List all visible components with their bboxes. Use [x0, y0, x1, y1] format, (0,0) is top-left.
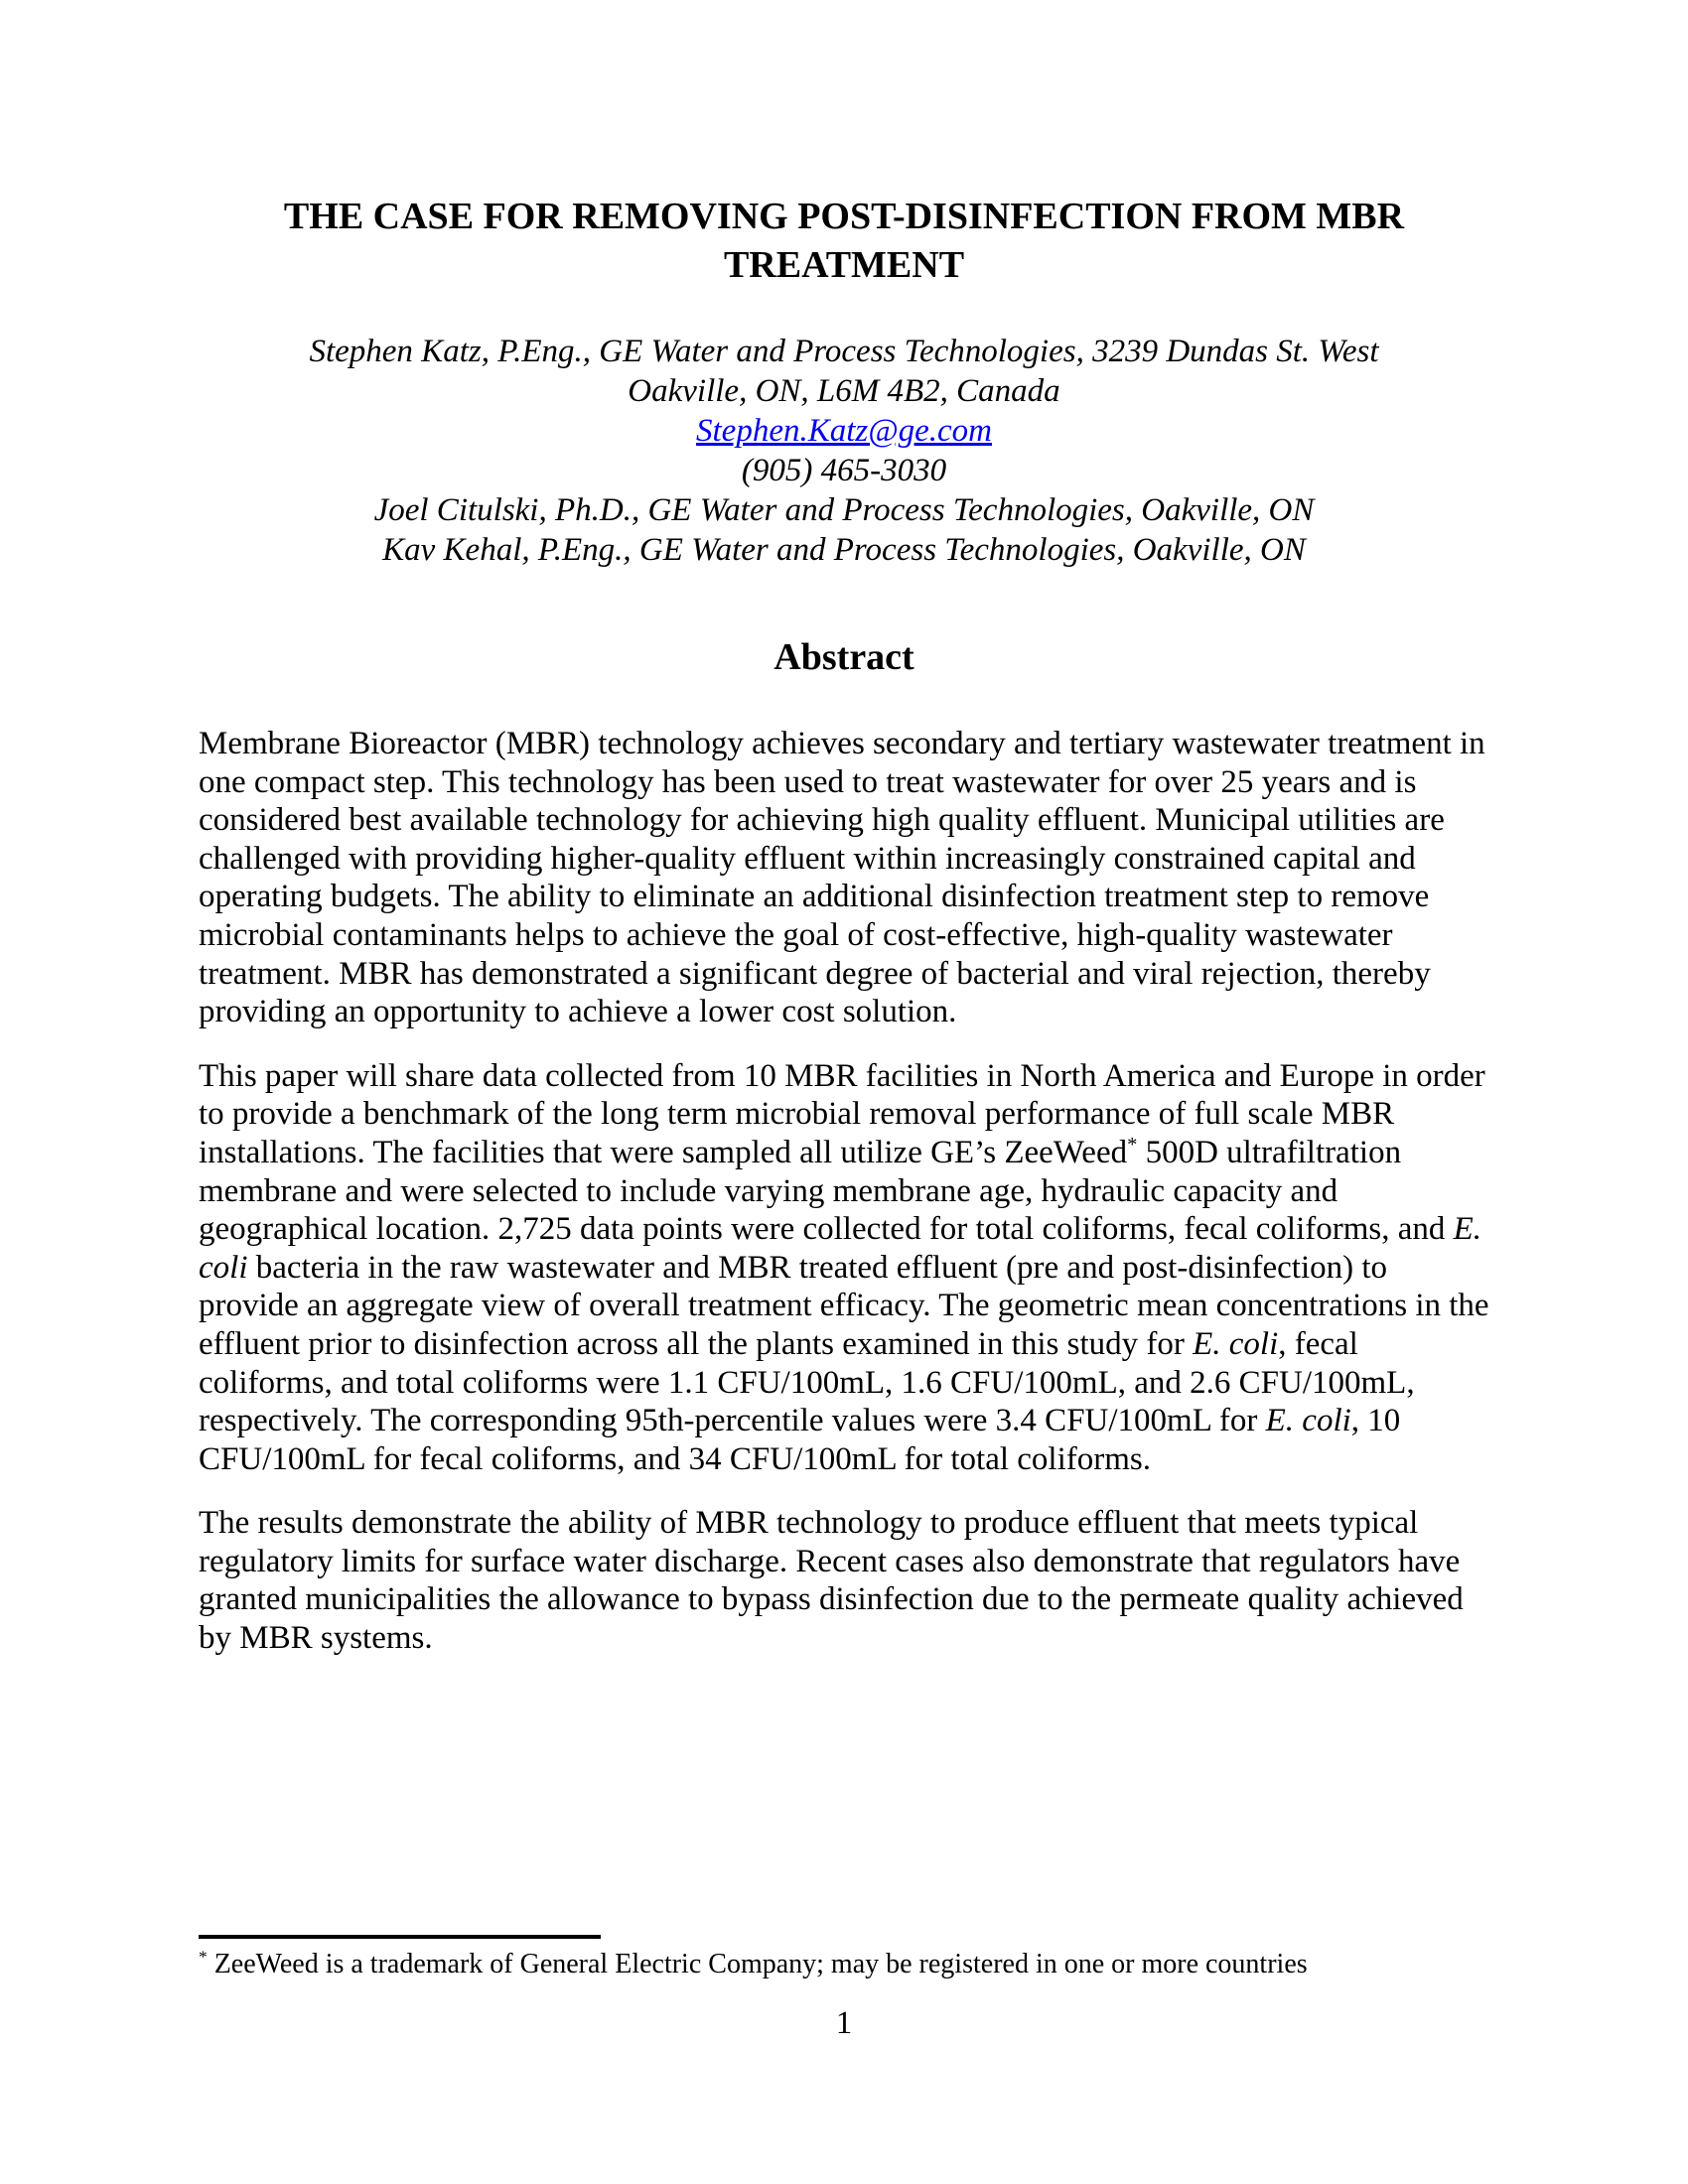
species-name-italic: E. coli — [1265, 1403, 1351, 1439]
author-email-line — [199, 411, 1489, 451]
abstract-paragraph-1 — [199, 725, 1489, 1031]
abstract-paragraph-3 — [199, 1504, 1489, 1657]
paragraph-text: Membrane Bioreactor (MBR) technology achieves secondary and tertiary wastewater treatment in one compact step. This technology has been used to treat wastewater for over 25 years and is considered best available technology for achieving high quality effluent. Municipal utilities are challenged with providing higher-quality effluent within increasingly constrained capital and operating budgets. The ability to eliminate an additional disinfection treatment step to remove microbial contaminants helps to achieve the goal of cost-effective, high-quality wastewater treatment. MBR has demonstrated a significant degree of bacterial and viral rejection, thereby providing an opportunity to achieve a lower cost solution. — [199, 726, 1485, 1030]
paper-title-line-2: TREATMENT — [723, 244, 965, 286]
page-number: 1 — [835, 2005, 853, 2041]
author-phone-line: (905) 465-3030 — [741, 453, 947, 488]
paragraph-text: , fecal coliforms, and total coliforms were 1.1 CFU/100mL, 1.6 CFU/100mL, and 2.6 CFU/100mL, respectively. The corresponding 95th-percentile values were 3.4 CFU/100mL for — [199, 1325, 1415, 1439]
paragraph-text: bacteria in the raw wastewater and MBR treated effluent (pre and post-disinfection) to provide an aggregate view of overall treatment efficacy. The geometric mean concentrations in the effluent prior to disinfection across all the plants examined in this study for — [199, 1249, 1489, 1362]
author-address-line: Oakville, ON, L6M 4B2, Canada — [628, 373, 1060, 409]
paragraph-text: The results demonstrate the ability of MBR technology to produce effluent that meets typical regulatory limits for surface water discharge. Recent cases also demonstrate that regulators have granted municipalities the allowance to bypass disinfection due to the permeate quality achieved by MBR systems. — [199, 1505, 1464, 1657]
coauthor-line-2: Kav Kehal, P.Eng., GE Water and Process Technologies, Oakville, ON — [382, 532, 1306, 568]
email-link[interactable]: Stephen.Katz@ge.com — [696, 413, 992, 449]
author-block — [199, 332, 1489, 570]
paragraph-text: , 10 CFU/100mL for fecal coliforms, and 34 CFU/100mL for total coliforms. — [199, 1403, 1401, 1477]
author-affiliation-line: Stephen Katz, P.Eng., GE Water and Process Technologies, 3239 Dundas St. West — [309, 334, 1379, 369]
abstract-paragraph-2 — [199, 1057, 1489, 1479]
species-name-italic: E. coli — [1193, 1325, 1279, 1362]
footnote-marker: * — [199, 1947, 208, 1967]
abstract-body — [199, 725, 1489, 1684]
footnote — [199, 1948, 1489, 1981]
footnote-separator — [199, 1935, 601, 1939]
abstract-heading: Abstract — [774, 636, 914, 678]
paper-title — [199, 193, 1489, 290]
species-name-italic: E. coli — [199, 1211, 1482, 1286]
footnote-text: ZeeWeed is a trademark of General Electric Company; may be registered in one or more countries — [207, 1949, 1308, 1979]
paper-title-line-1: THE CASE FOR REMOVING POST-DISINFECTION FROM MBR — [283, 196, 1405, 237]
coauthor-line-1: Joel Citulski, Ph.D., GE Water and Process Technologies, Oakville, ON — [373, 492, 1315, 528]
trademark-asterisk: * — [1127, 1133, 1138, 1156]
paragraph-text: 500D ultrafiltration membrane and were selected to include varying membrane age, hydraulic capacity and geographical location. 2,725 data points were collected for total coliforms, fecal coliforms, and — [199, 1134, 1454, 1248]
paragraph-text: This paper will share data collected from 10 MBR facilities in North America and Europe in order to provide a benchmark of the long term microbial removal performance of full scale MBR installations. The facilities that were sampled all utilize GE’s ZeeWeed — [199, 1057, 1485, 1170]
